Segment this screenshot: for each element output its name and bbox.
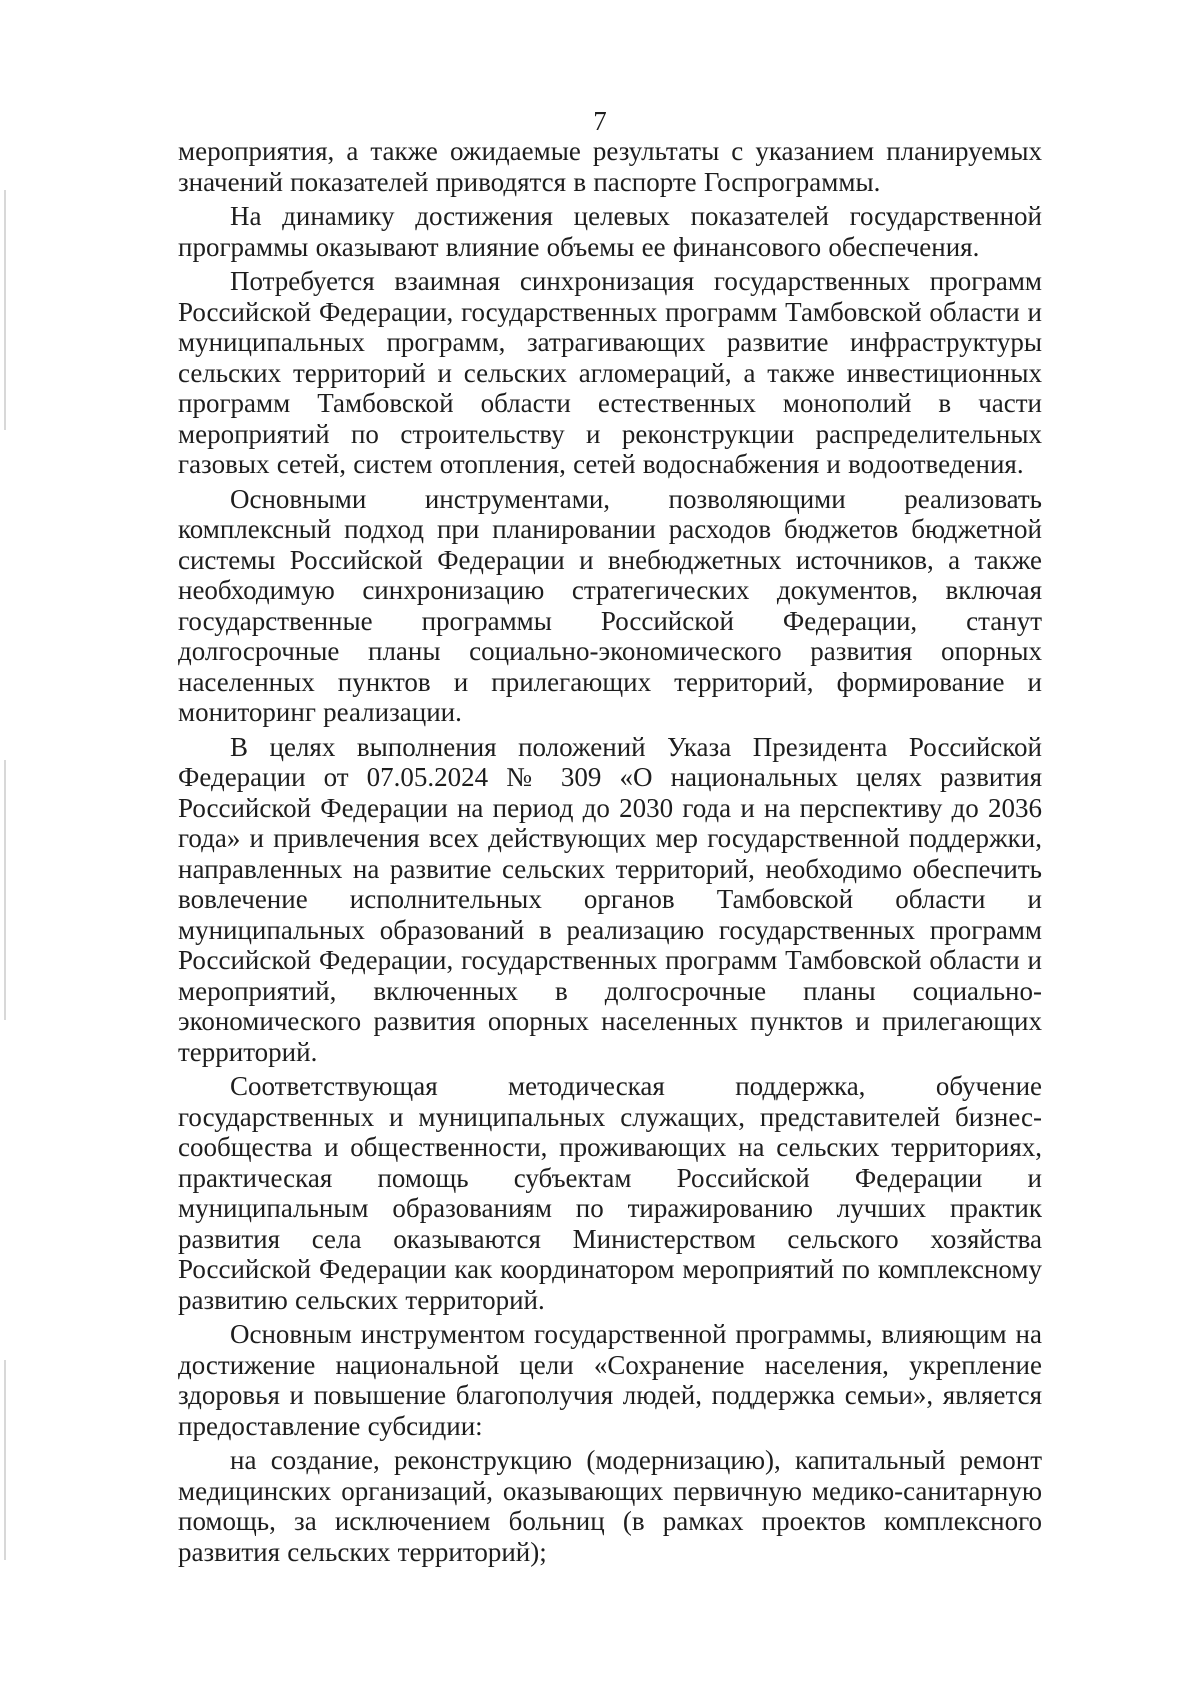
paragraph: В целях выполнения положений Указа Президента Российской Федерации от 07.05.2024 № 309 «О национальных целях развития Российской Федерации на период до 2030 года и на перспективу до 2036 года» и привлечения всех действующих мер государственной поддержки, направленных на развитие сельских территорий, необходимо обеспечить вовлечение исполнительных органов Тамбовской области и муниципальных образований в реализацию государственных программ Российской Федерации, государственных программ Тамбовской области и мероприятий, включенных в долгосрочные планы социально-экономического развития опорных населенных пунктов и прилегающих территорий.	[178, 731, 1042, 1067]
paragraph: Соответствующая методическая поддержка, обучение государственных и муниципальных служащих, представителей бизнес-сообщества и общественности, проживающих на сельских территориях, практическая помощь субъектам Российской Федерации и муниципальным образованиям по тиражированию лучших практик развития села оказываются Министерством сельского хозяйства Российской Федерации как координатором мероприятий по комплексному развитию сельских территорий.	[178, 1071, 1042, 1315]
document-body	[178, 136, 1042, 1571]
paragraph: на создание, реконструкцию (модернизацию), капитальный ремонт медицинских организаций, оказывающих первичную медико-санитарную помощь, за исключением больниц (в рамках проектов комплексного развития сельских территорий);	[178, 1445, 1042, 1567]
paragraph: Основными инструментами, позволяющими реализовать комплексный подход при планировании расходов бюджетов бюджетной системы Российской Федерации и внебюджетных источников, а также необходимую синхронизацию стратегических документов, включая государственные программы Российской Федерации, станут долгосрочные планы социально-экономического развития опорных населенных пунктов и прилегающих территорий, формирование и мониторинг реализации.	[178, 483, 1042, 727]
page-number: 7	[593, 106, 607, 136]
paragraph: мероприятия, а также ожидаемые результаты с указанием планируемых значений показателей приводятся в паспорте Госпрограммы.	[178, 136, 1042, 197]
scan-edge-mark	[4, 760, 6, 1020]
scan-edge-mark	[4, 190, 6, 430]
paragraph: На динамику достижения целевых показателей государственной программы оказывают влияние объемы ее финансового обеспечения.	[178, 201, 1042, 262]
paragraph: Потребуется взаимная синхронизация государственных программ Российской Федерации, государственных программ Тамбовской области и муниципальных программ, затрагивающих развитие инфраструктуры сельских территорий и сельских агломераций, а также инвестиционных программ Тамбовской области естественных монополий в части мероприятий по строительству и реконструкции распределительных газовых сетей, систем отопления, сетей водоснабжения и водоотведения.	[178, 266, 1042, 479]
paragraph: Основным инструментом государственной программы, влияющим на достижение национальной цели «Сохранение населения, укрепление здоровья и повышение благополучия людей, поддержка семьи», является предоставление субсидии:	[178, 1319, 1042, 1441]
scan-edge-mark	[4, 1360, 6, 1560]
